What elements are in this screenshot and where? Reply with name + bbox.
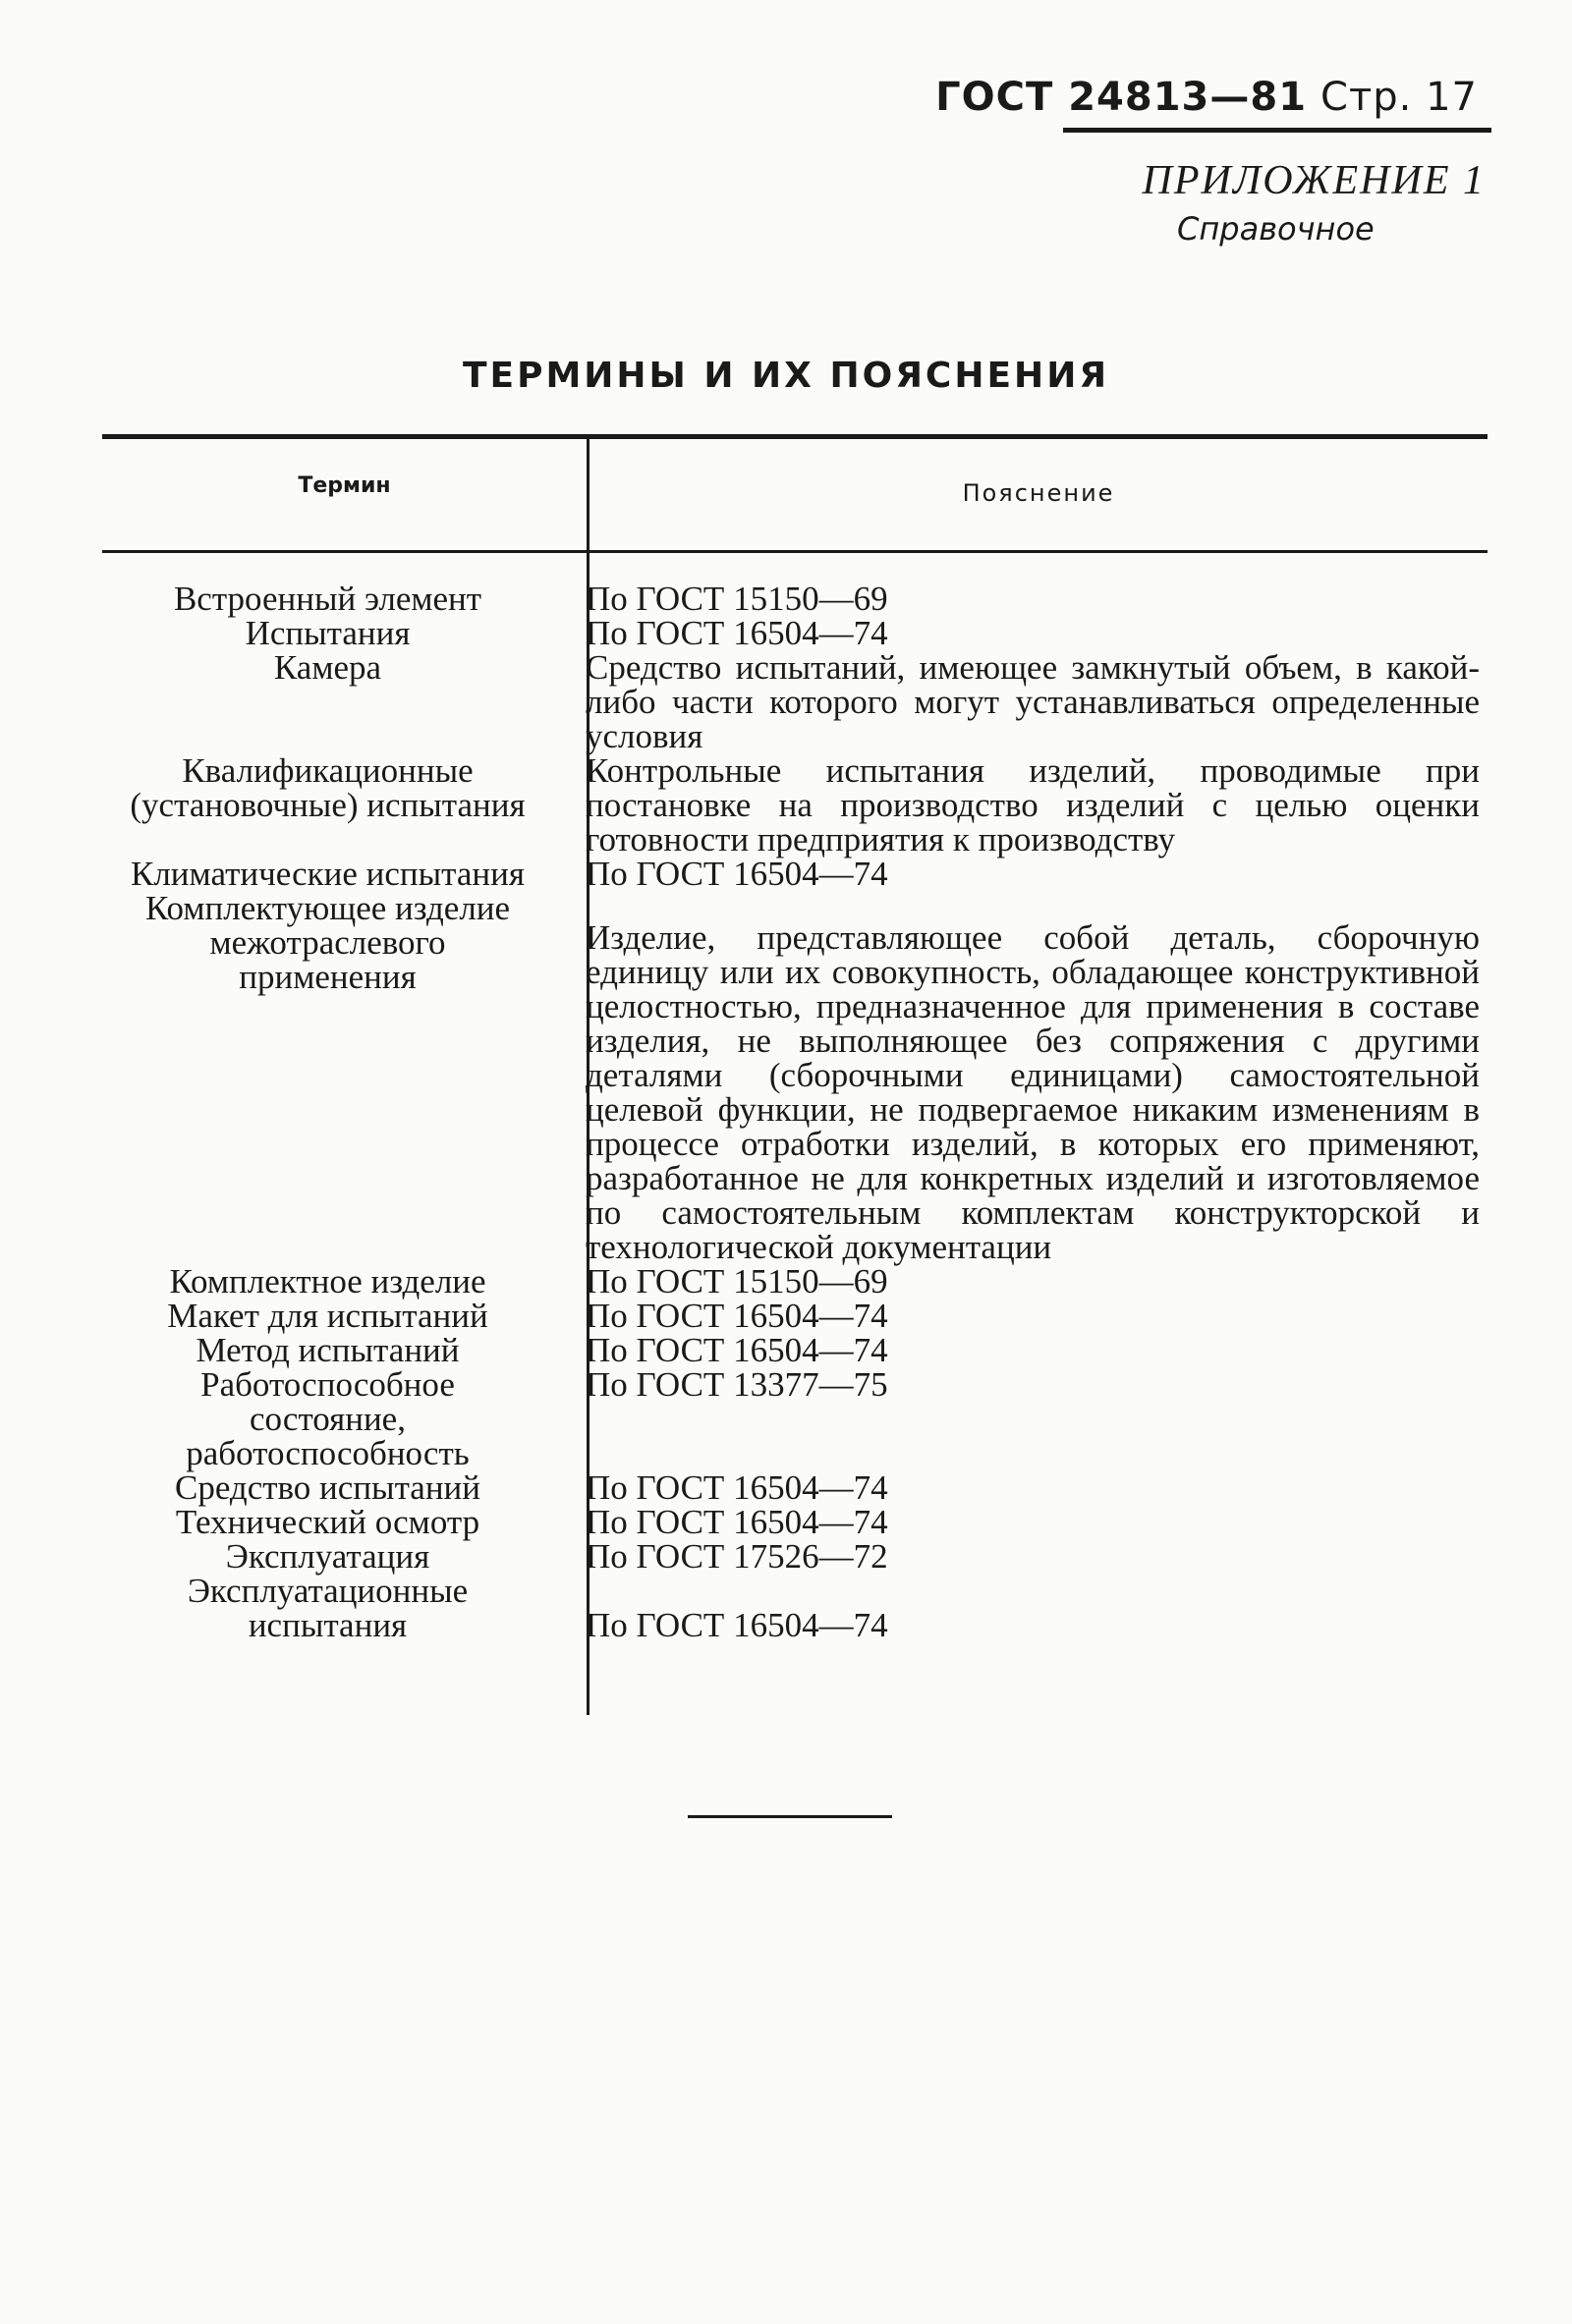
page-header: [935, 75, 1478, 120]
table-row: [102, 857, 1488, 891]
term-cell: Макет для испытаний: [167, 1297, 488, 1335]
table-row: [102, 753, 1488, 857]
term-cell: Испытания: [245, 614, 411, 652]
term-cell: Климатические испытания: [131, 855, 525, 893]
table-row: [102, 1539, 1488, 1574]
explanation-cell: По ГОСТ 16504—74: [586, 1468, 888, 1507]
term-cell: Комплектующее изделие межотраслевого применения: [144, 889, 511, 996]
page-number: Стр. 17: [1320, 75, 1478, 120]
appendix-subtitle: Справочное: [1177, 210, 1375, 248]
explanation-cell: По ГОСТ 16504—74: [586, 1297, 888, 1335]
table-row: [102, 1574, 1488, 1642]
column-header-term: Термин: [298, 473, 391, 498]
table-row: [102, 1299, 1488, 1333]
terms-table-body: [102, 581, 1488, 1642]
term-cell: Эксплуатационные испытания: [187, 1572, 469, 1644]
header-divider: [1063, 128, 1491, 133]
term-cell: Камера: [273, 648, 382, 687]
explanation-cell: Средство испытаний, имеющее замкнутый объем, в какой-либо части которого могут устанавливаться определенные условия: [586, 648, 1480, 755]
explanation-cell: По ГОСТ 15150—69: [586, 1262, 888, 1300]
table-row: [102, 616, 1488, 650]
explanation-cell: По ГОСТ 13377—75: [586, 1365, 888, 1404]
table-row: [102, 650, 1488, 753]
term-cell: Встроенный элемент: [173, 580, 482, 618]
table-row: [102, 1333, 1488, 1367]
term-cell: Эксплуатация: [225, 1537, 430, 1576]
column-header-explanation: Пояснение: [962, 479, 1115, 507]
table-row: [102, 891, 1488, 1264]
doc-code: ГОСТ 24813—81: [935, 75, 1308, 120]
explanation-cell: По ГОСТ 16504—74: [586, 1331, 888, 1369]
explanation-cell: По ГОСТ 16504—74: [586, 1606, 888, 1644]
term-cell: Технический осмотр: [175, 1503, 480, 1541]
explanation-cell: Изделие, представляющее собой деталь, сборочную единицу или их совокупность, обладающее конструктивной целостностью, предназначенное для применения в составе изделия, не выполняющее без сопряжения с другими деталями (сборочными единицами) самостоятельной целевой функции, не подвергаемое никаким изменениям в процессе отработки изделий, в которых его применяют, разработанное не для конкретных изделий и изготовляемое по самостоятельным комплектам конструкторской и технологической документации: [586, 918, 1480, 1266]
term-cell: Средство испытаний: [174, 1468, 481, 1507]
explanation-cell: Контрольные испытания изделий, проводимые при постановке на производство изделий с целью оценки готовности предприятия к производству: [586, 751, 1480, 858]
table-row: [102, 1470, 1488, 1505]
table-row: [102, 1264, 1488, 1299]
term-cell: Квалификационные (установочные) испытания: [130, 751, 526, 824]
table-top-rule: [102, 434, 1488, 439]
table-row: [102, 1367, 1488, 1470]
term-cell: Метод испытаний: [196, 1331, 460, 1369]
appendix-title: ПРИЛОЖЕНИЕ 1: [1142, 158, 1486, 203]
explanation-cell: По ГОСТ 16504—74: [586, 855, 888, 893]
term-cell: Работоспособное состояние, работоспособность: [186, 1365, 470, 1472]
table-row: [102, 581, 1488, 616]
document-title: ТЕРМИНЫ И ИХ ПОЯСНЕНИЯ: [462, 356, 1110, 396]
term-cell: Комплектное изделие: [169, 1262, 486, 1300]
table-header-rule: [102, 550, 1488, 553]
explanation-cell: По ГОСТ 15150—69: [586, 580, 888, 618]
footer-rule: [688, 1815, 892, 1818]
explanation-cell: По ГОСТ 16504—74: [586, 1503, 888, 1541]
explanation-cell: По ГОСТ 17526—72: [586, 1537, 888, 1576]
table-row: [102, 1505, 1488, 1539]
explanation-cell: По ГОСТ 16504—74: [586, 614, 888, 652]
